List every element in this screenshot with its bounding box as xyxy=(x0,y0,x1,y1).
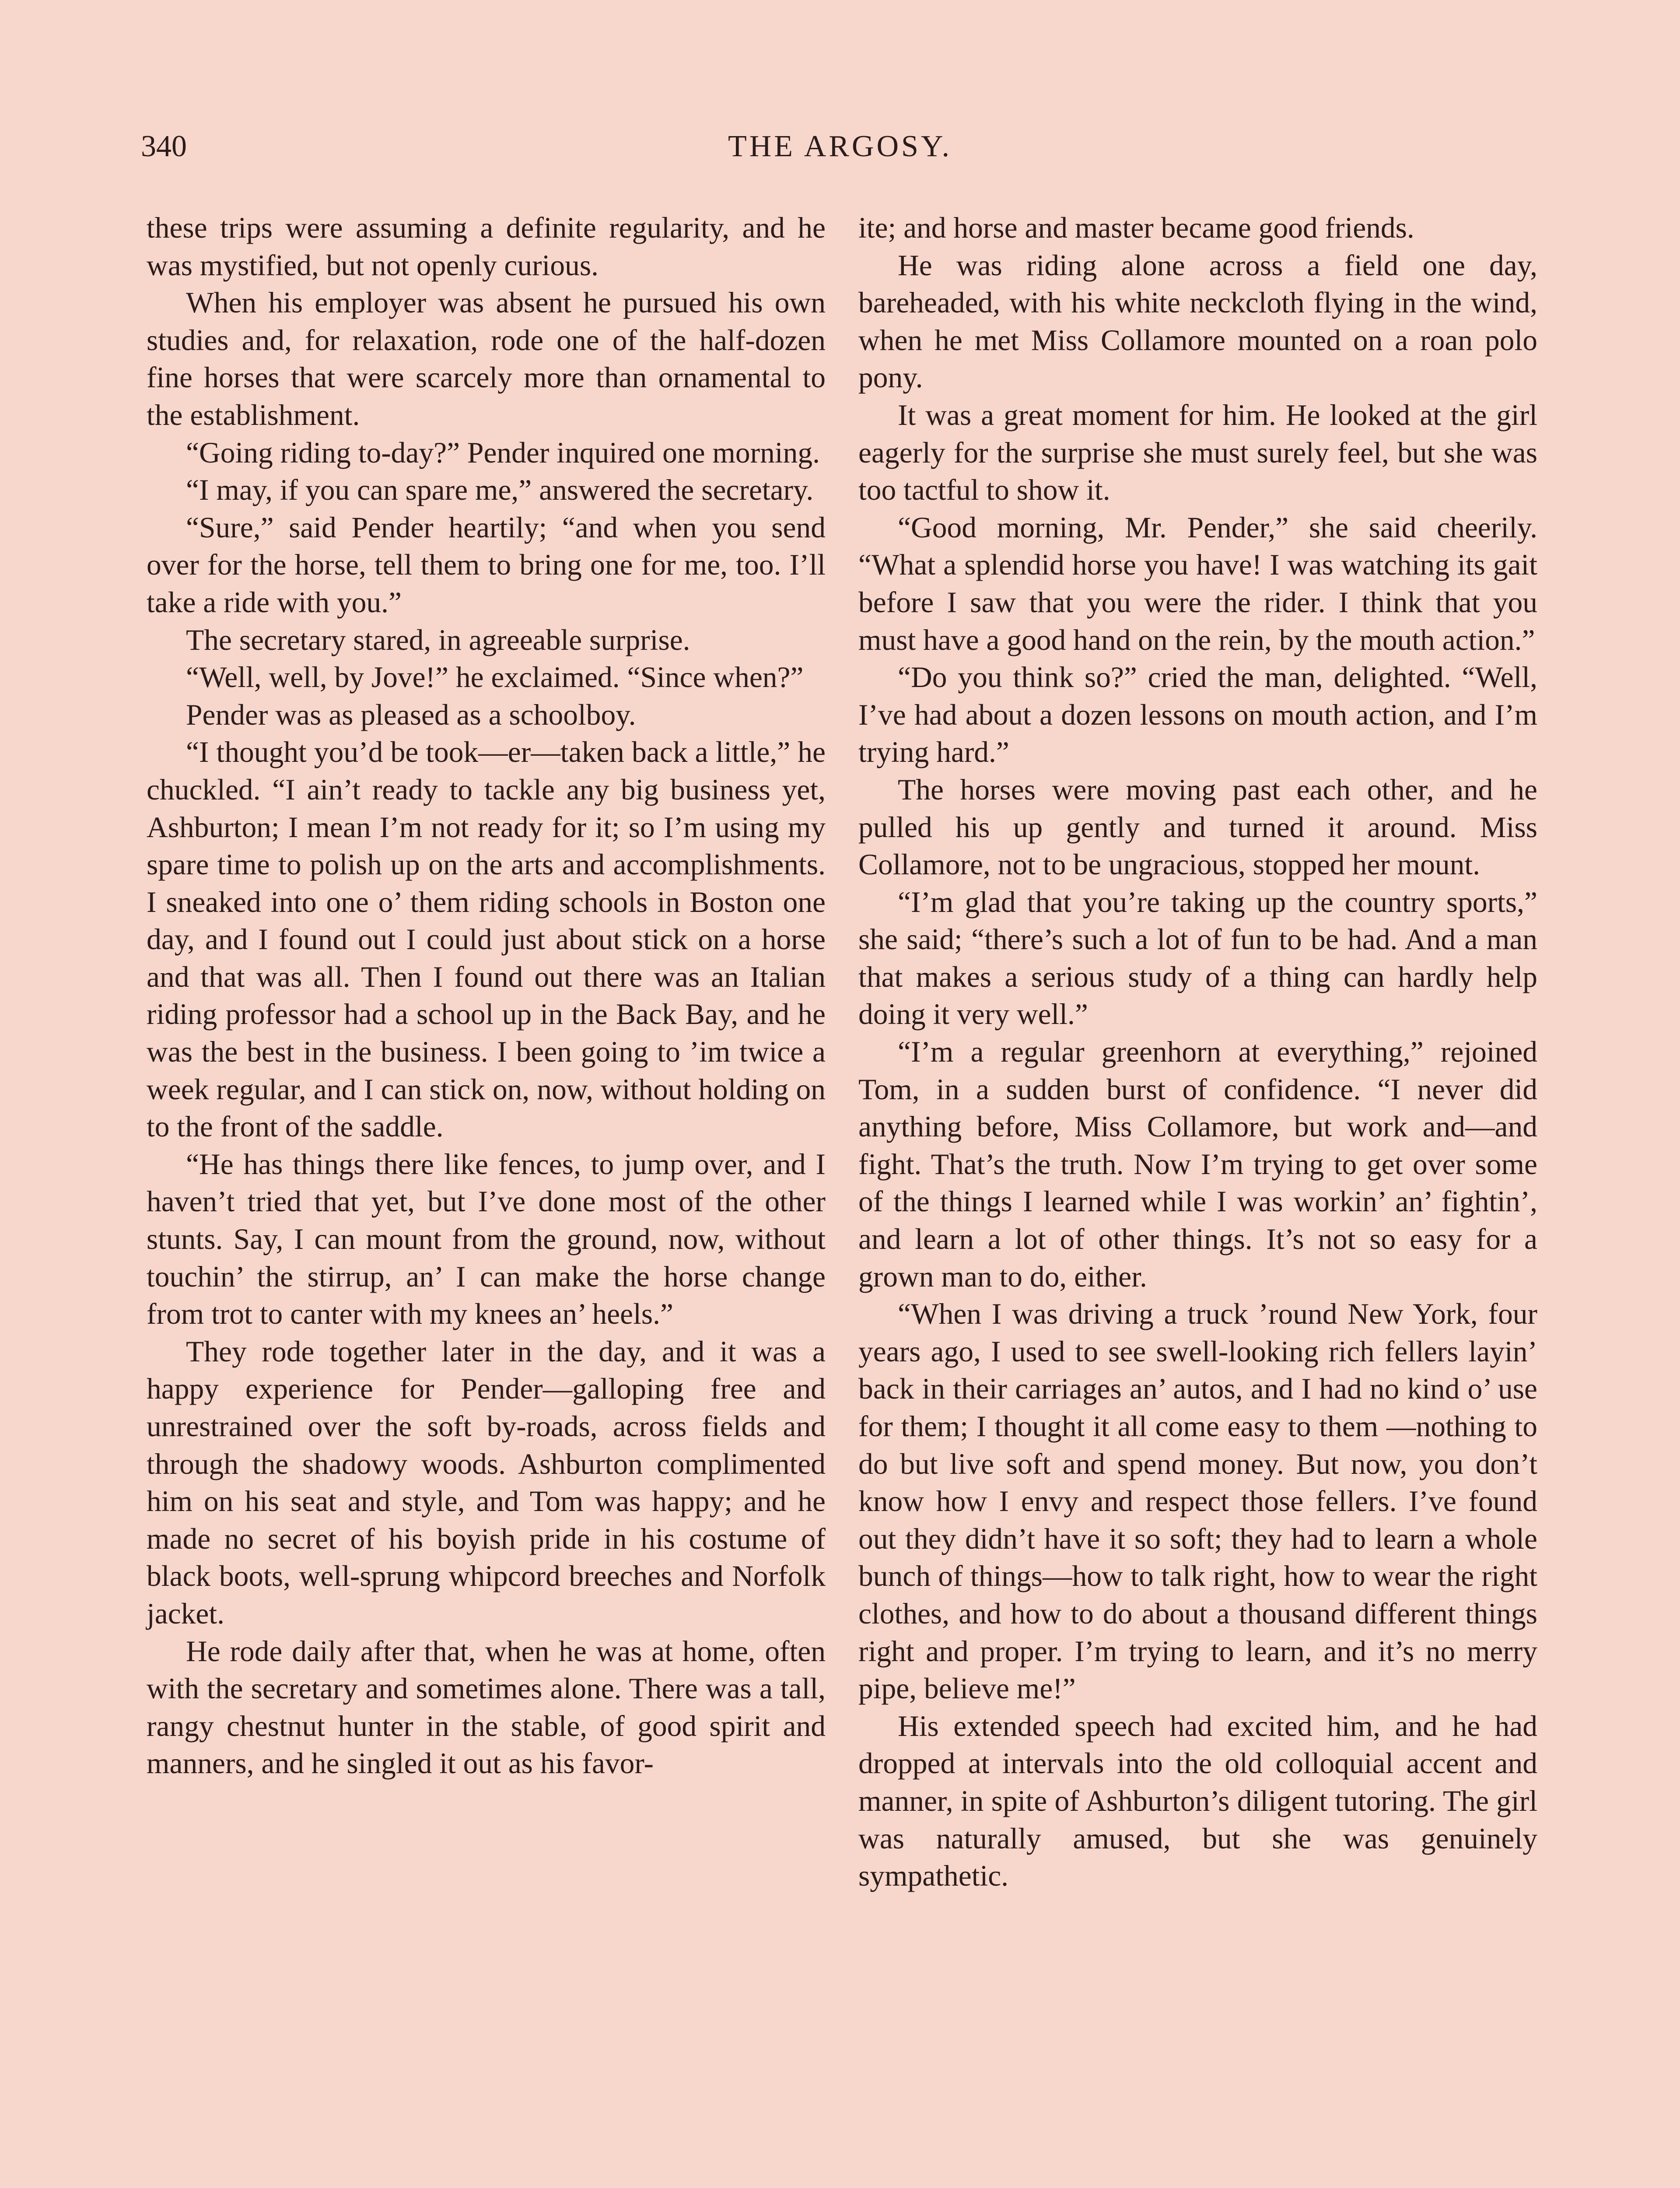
paragraph: “I may, if you can spare me,” answered the secretary. xyxy=(186,473,814,507)
paragraph: “I thought you’d be took—er—taken back a little,” he chuckled. “I ain’t ready to tackle any big business yet, Ashburton; I mean I’m not ready for it; so I’m using my spare time to polish up on the arts and accomplishments. I sneaked into one o’ them riding schools in Boston one day, and I found out I could just about stick on a horse and that was all. Then I found out there was an Italian riding professor had a school up in the Back Bay, and he was the best in the business. I been going to ’im twice a week regular, and I can stick on, now, without holding on to the front of the saddle. xyxy=(147,736,826,1143)
paragraph: “I’m a regular greenhorn at everything,” rejoined Tom, in a sudden burst of confidence. “I never did anything before, Miss Collamore, but work and—and fight. That’s the truth. Now I’m trying to get over some of the things I learned while I was workin’ an’ fightin’, and learn a lot of other things. It’s not so easy for a grown man to do, either. xyxy=(858,1035,1537,1293)
paragraph: Pender was as pleased as a schoolboy. xyxy=(186,698,636,731)
paragraph: He was riding alone across a field one day, bareheaded, with his white neckcloth flying in the wind, when he met Miss Collamore mounted on a roan polo pony. xyxy=(858,249,1537,394)
paragraph: The horses were moving past each other, and he pulled his up gently and turned it around. Miss Collamore, not to be ungracious, stopped her mount. xyxy=(858,773,1537,881)
paragraph: “He has things there like fences, to jump over, and I haven’t tried that yet, but I’ve done most of the other stunts. Say, I can mount from the ground, now, without touchin’ the stirrup, an’ I can make the horse change from trot to canter with my knees an’ heels.” xyxy=(147,1147,826,1331)
paragraph: “When I was driving a truck ’round New York, four years ago, I used to see swell-looking rich fellers layin’ back in their carriages an’ autos, and I had no kind o’ use for them; I thought it all come easy to them —nothing to do but live soft and spend money. But now, you don’t know how I envy and respect those fellers. I’ve found out they didn’t have it so soft; they had to learn a whole bunch of things—how to talk right, how to wear the right clothes, and how to do about a thousand different things right and proper. I’m trying to learn, and it’s no merry pipe, believe me!” xyxy=(858,1297,1537,1705)
paragraph: these trips were assuming a definite regularity, and he was mystified, but not openly curious. xyxy=(147,211,826,282)
paragraph: “Well, well, by Jove!” he exclaimed. “Since when?” xyxy=(186,661,804,694)
paragraph: “Going riding to-day?” Pender inquired one morning. xyxy=(186,436,820,469)
paragraph: His extended speech had excited him, and he had dropped at intervals into the old colloquial accent and manner, in spite of Ashburton’s diligent tutoring. The girl was naturally amused, but she was genuinely sympathetic. xyxy=(858,1709,1537,1893)
page-number: 340 xyxy=(141,130,187,163)
right-column xyxy=(858,209,1537,1895)
paragraph: “Good morning, Mr. Pender,” she said cheerily. “What a splendid horse you have! I was watching its gait before I saw that you were the rider. I think that you must have a good hand on the rein, by the mouth action.” xyxy=(858,511,1537,656)
left-column xyxy=(147,209,826,1782)
paragraph: ite; and horse and master became good friends. xyxy=(858,211,1414,244)
paragraph: He rode daily after that, when he was at home, often with the secretary and sometimes alone. There was a tall, rangy chestnut hunter in the stable, of good spirit and manners, and he singled it out as his favor- xyxy=(147,1634,826,1780)
paragraph: The secretary stared, in agreeable surprise. xyxy=(186,623,690,656)
paragraph: “Do you think so?” cried the man, delighted. “Well, I’ve had about a dozen lessons on mouth action, and I’m trying hard.” xyxy=(858,661,1537,769)
paragraph: When his employer was absent he pursued his own studies and, for relaxation, rode one of the half-dozen fine horses that were scarcely more than ornamental to the establishment. xyxy=(147,286,826,431)
running-head: THE ARGOSY. xyxy=(728,130,952,163)
paragraph: “I’m glad that you’re taking up the country sports,” she said; “there’s such a lot of fun to be had. And a man that makes a serious study of a thing can hardly help doing it very well.” xyxy=(858,885,1537,1031)
paragraph: “Sure,” said Pender heartily; “and when you send over for the horse, tell them to bring one for me, too. I’ll take a ride with you.” xyxy=(147,511,826,619)
paragraph: It was a great moment for him. He looked at the girl eagerly for the surprise she must surely feel, but she was too tactful to show it. xyxy=(858,398,1537,507)
paragraph: They rode together later in the day, and it was a happy experience for Pender—galloping free and unrestrained over the soft by-roads, across fields and through the shadowy woods. Ashburton complimented him on his seat and style, and Tom was happy; and he made no secret of his boyish pride in his costume of black boots, well-sprung whipcord breeches and Norfolk jacket. xyxy=(147,1335,826,1630)
